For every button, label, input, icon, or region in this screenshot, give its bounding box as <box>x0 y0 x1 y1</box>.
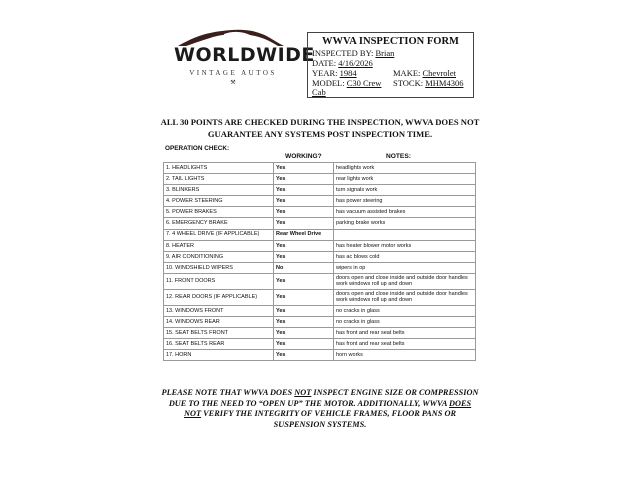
check-notes: turn signals work <box>334 185 476 196</box>
check-working: Yes <box>274 273 334 289</box>
check-working: Yes <box>274 350 334 361</box>
check-working: No <box>274 262 334 273</box>
check-item: 6. EMERGENCY BRAKE <box>164 218 274 229</box>
check-row <box>164 240 476 251</box>
year-label: YEAR: <box>312 68 338 78</box>
check-item: 3. BLINKERS <box>164 185 274 196</box>
check-item: 9. AIR CONDITIONING <box>164 251 274 262</box>
model-label: MODEL: <box>312 78 345 88</box>
check-notes <box>334 229 476 240</box>
disclaimer-line-1: ALL 30 POINTS ARE CHECKED DURING THE INSPECTION, WWVA DOES NOT <box>160 117 480 127</box>
operation-check-table <box>163 162 476 361</box>
check-notes: has ac blows cold <box>334 251 476 262</box>
check-notes: horn works <box>334 350 476 361</box>
check-notes: has heater blower motor works <box>334 240 476 251</box>
check-row <box>164 262 476 273</box>
footer-not-2: DOES NOT <box>183 398 472 418</box>
operation-check-label: OPERATION CHECK: <box>165 145 230 152</box>
check-item: 1. HEADLIGHTS <box>164 163 274 174</box>
form-title: WWVA INSPECTION FORM <box>322 36 459 47</box>
check-working: Yes <box>274 185 334 196</box>
check-row <box>164 185 476 196</box>
check-item: 17. HORN <box>164 350 274 361</box>
make-value: Chevrolet <box>422 68 457 78</box>
check-item: 7. 4 WHEEL DRIVE (IF APPLICABLE) <box>164 229 274 240</box>
check-row <box>164 163 476 174</box>
footer-not-1: NOT <box>294 388 312 397</box>
check-item: 15. SEAT BELTS FRONT <box>164 328 274 339</box>
model-value: C30 Crew <box>346 78 382 88</box>
stock-value: MHM4306 <box>425 78 464 88</box>
footer-text-2: INSPECT ENGINE SIZE OR COMPRESSION DUE TO THE NEED TO “OPEN UP” THE MOTOR. ADDITIONALLY, WWVA <box>168 388 479 408</box>
check-row <box>164 229 476 240</box>
stock-label: STOCK: <box>393 78 424 88</box>
check-working: Yes <box>274 196 334 207</box>
check-item: 2. TAIL LIGHTS <box>164 174 274 185</box>
check-row <box>164 350 476 361</box>
check-working: Yes <box>274 174 334 185</box>
check-notes: doors open and close inside and outside door handles work windows roll up and down <box>334 273 476 289</box>
check-working: Rear Wheel Drive <box>274 229 334 240</box>
model-field-continued <box>312 87 326 97</box>
footer-note <box>160 388 480 430</box>
stock-field <box>393 78 463 88</box>
check-notes: wipers in op <box>334 262 476 273</box>
check-item: 8. HEATER <box>164 240 274 251</box>
check-notes: no cracks in glass <box>334 305 476 316</box>
notes-column-header: NOTES: <box>386 153 411 160</box>
check-item: 14. WINDOWS REAR <box>164 317 274 328</box>
check-item: 13. WINDOWS FRONT <box>164 305 274 316</box>
check-row <box>164 218 476 229</box>
check-working: Yes <box>274 240 334 251</box>
date-label: DATE: <box>312 58 337 68</box>
check-row <box>164 273 476 289</box>
model-value-line2: Cab <box>312 87 326 97</box>
check-working: Yes <box>274 339 334 350</box>
inspection-disclaimer <box>160 116 480 140</box>
check-notes: doors open and close inside and outside door handles work windows roll up and down <box>334 289 476 305</box>
check-row <box>164 251 476 262</box>
check-notes: has front and rear seat belts <box>334 328 476 339</box>
check-item: 5. POWER BRAKES <box>164 207 274 218</box>
check-item: 16. SEAT BELTS REAR <box>164 339 274 350</box>
worldwide-vintage-autos-logo <box>170 26 315 92</box>
check-item: 10. WINDSHIELD WIPERS <box>164 262 274 273</box>
check-notes: parking brake works <box>334 218 476 229</box>
check-notes: has power steering <box>334 196 476 207</box>
check-row <box>164 174 476 185</box>
check-working: Yes <box>274 218 334 229</box>
check-notes: headlights work <box>334 163 476 174</box>
check-working: Yes <box>274 251 334 262</box>
logo-tools-icon: ⚒ <box>230 80 236 86</box>
disclaimer-line-2: GUARANTEE ANY SYSTEMS POST INSPECTION TIME. <box>207 129 433 139</box>
check-working: Yes <box>274 305 334 316</box>
check-notes: has front and rear seat belts <box>334 339 476 350</box>
footer-text-1: PLEASE NOTE THAT WWVA DOES <box>161 388 295 397</box>
check-working: Yes <box>274 289 334 305</box>
inspected-by-field <box>312 48 394 58</box>
check-working: Yes <box>274 163 334 174</box>
check-item: 12. REAR DOORS (IF APPLICABLE) <box>164 289 274 305</box>
inspection-info-box <box>307 32 474 98</box>
check-row <box>164 328 476 339</box>
make-label: MAKE: <box>393 68 421 78</box>
logo-tagline: VINTAGE AUTOS <box>189 69 277 77</box>
check-working: Yes <box>274 317 334 328</box>
working-column-header: WORKING? <box>285 153 322 160</box>
check-row <box>164 289 476 305</box>
year-field <box>312 68 357 78</box>
make-field <box>393 68 456 78</box>
check-notes: no cracks in glass <box>334 317 476 328</box>
check-item: 11. FRONT DOORS <box>164 273 274 289</box>
date-value: 4/16/2026 <box>338 58 373 68</box>
check-working: Yes <box>274 328 334 339</box>
inspected-by-label: INSPECTED BY: <box>312 48 374 58</box>
check-item: 4. POWER STEERING <box>164 196 274 207</box>
check-row <box>164 207 476 218</box>
check-row <box>164 305 476 316</box>
check-row <box>164 317 476 328</box>
date-field <box>312 58 373 68</box>
check-notes: rear lights work <box>334 174 476 185</box>
year-value: 1984 <box>339 68 357 78</box>
check-working: Yes <box>274 207 334 218</box>
footer-text-3: VERIFY THE INTEGRITY OF VEHICLE FRAMES, FLOOR PANS OR SUSPENSION SYSTEMS. <box>201 409 457 429</box>
check-notes: has vacuum assisted brakes <box>334 207 476 218</box>
check-row <box>164 196 476 207</box>
logo-brand-text: WORLDWIDE <box>174 44 315 66</box>
check-row <box>164 339 476 350</box>
inspected-by-value: Brian <box>375 48 395 58</box>
